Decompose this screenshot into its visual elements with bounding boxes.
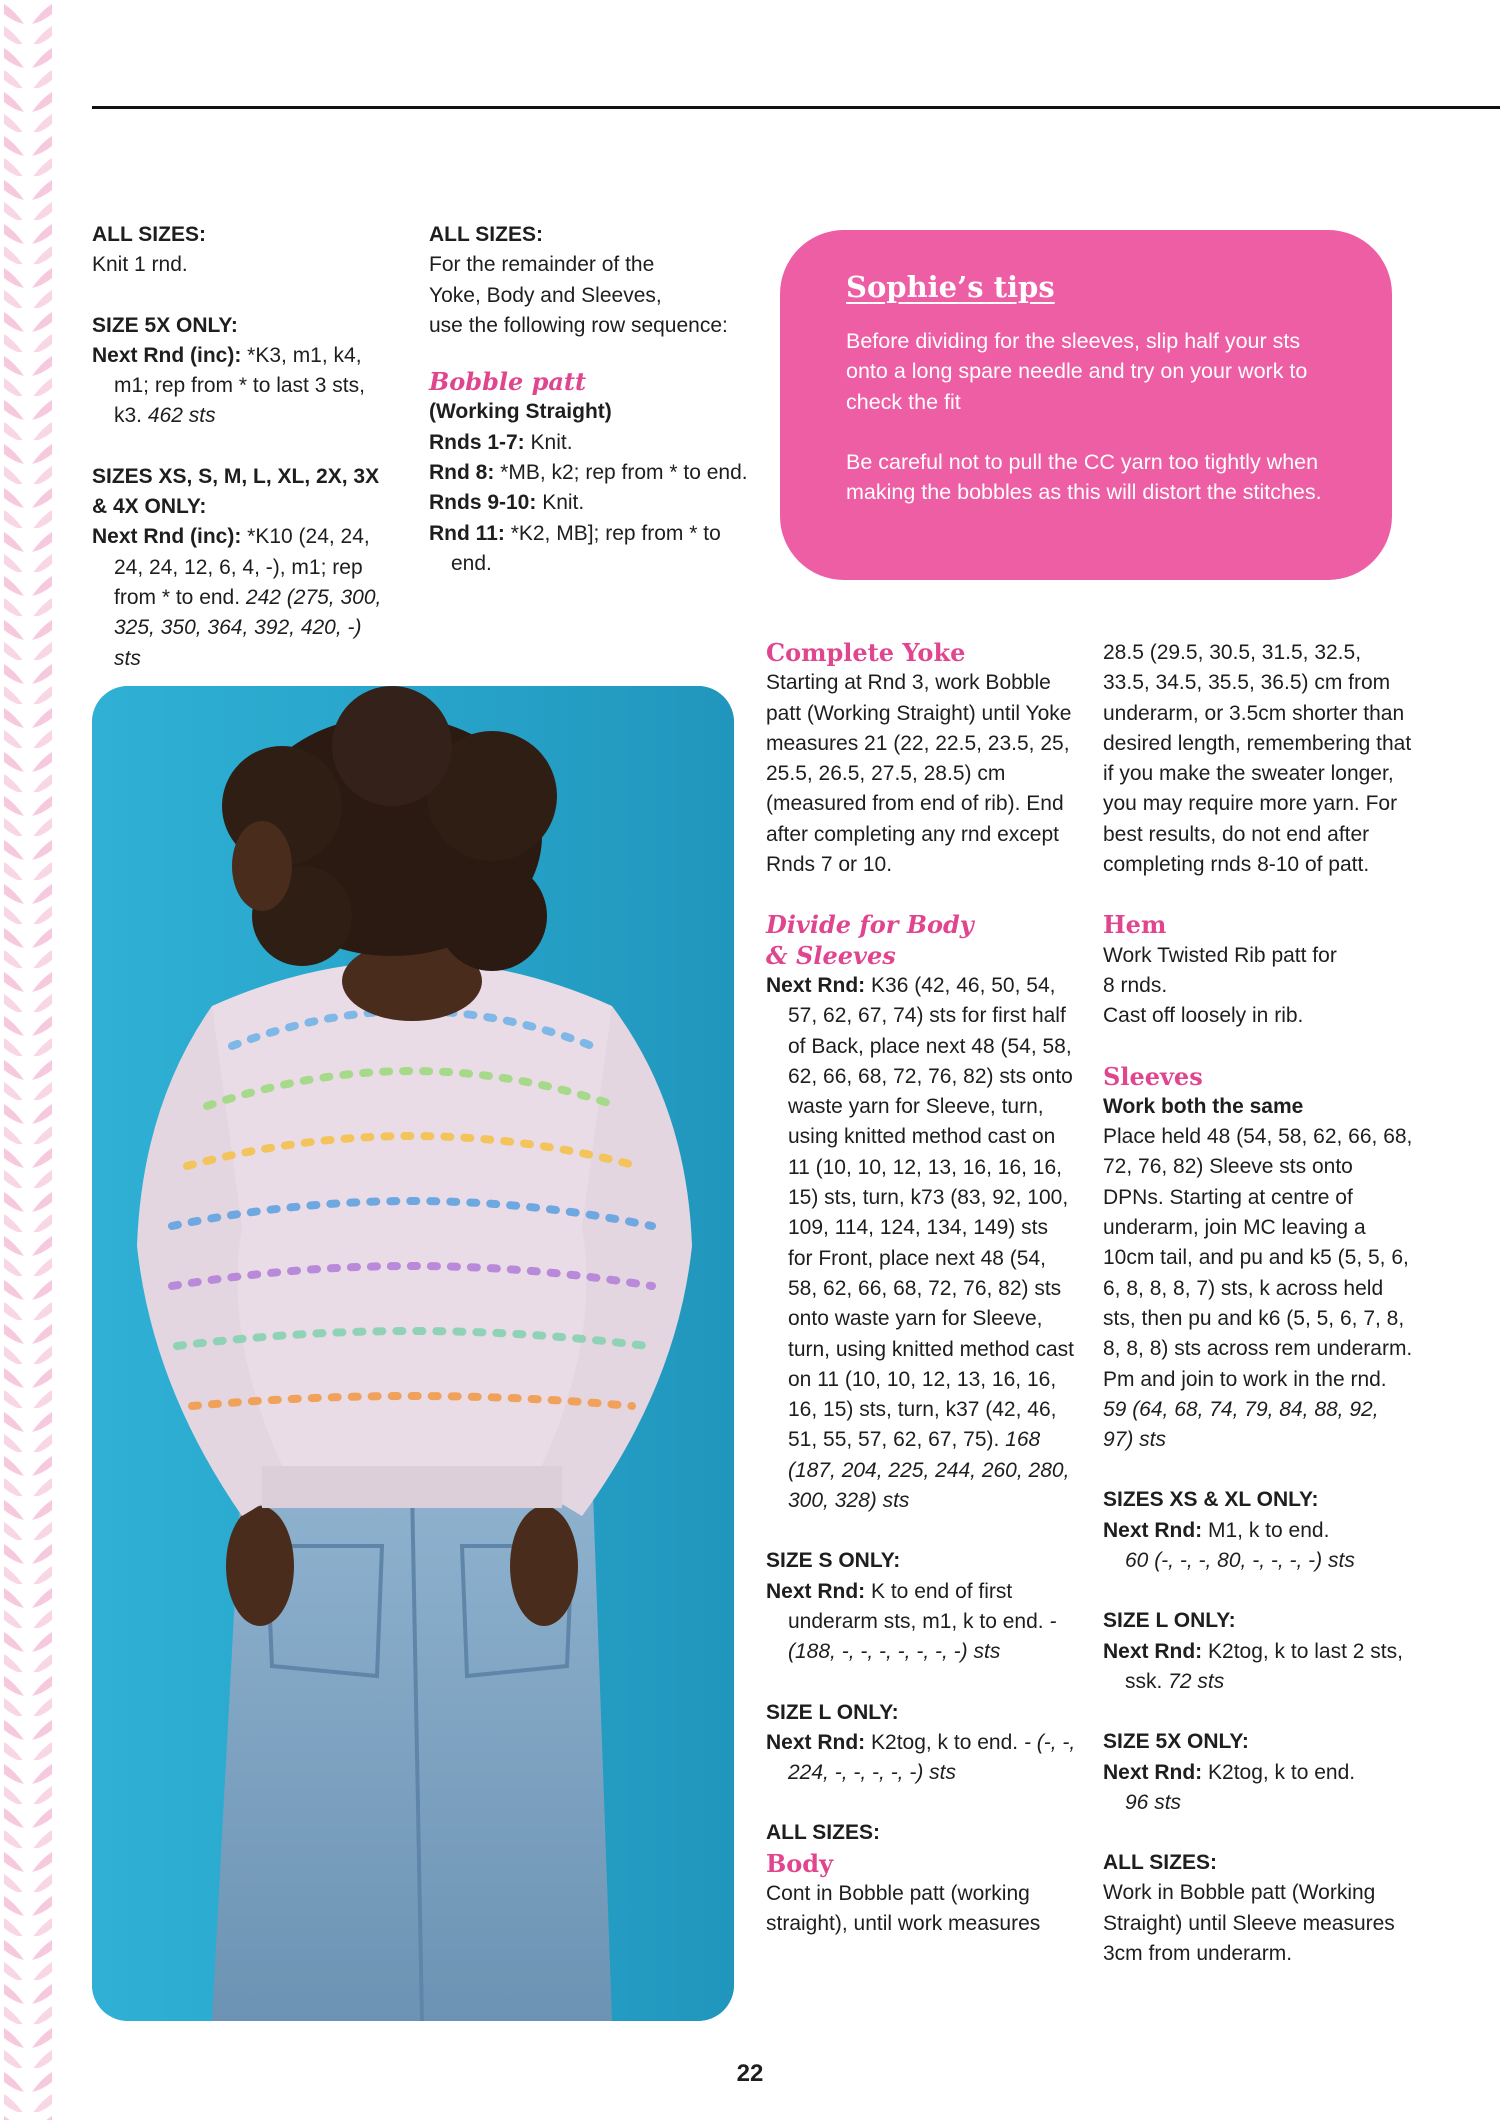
round-label: Rnds 9-10: bbox=[429, 491, 537, 515]
section-heading-sleeves: Sleeves bbox=[1103, 1061, 1203, 1091]
round-text: Place held 48 (54, 58, 62, 66, 68, 72, 76, 82) Sleeve sts onto DPNs. Starting at centre of underarm, join MC leaving a 10cm tail, and pu and k5 (5, 5, 6, 6, 8, 8, 8, 7) sts, k across held sts, then pu and k6 (5, 5, 6, 7, 8, 8, 8, 8) sts across rem underarm. Pm and join to work in the rnd. bbox=[1103, 1125, 1413, 1391]
instruction-text bbox=[766, 971, 1076, 1516]
instruction-text bbox=[92, 341, 392, 432]
instruction-text: Work in Bobble patt (Working Straight) until Sleeve measures 3cm from underarm. bbox=[1103, 1881, 1395, 1965]
round-text: K2tog, k to last 2 sts, ssk. bbox=[1125, 1639, 1403, 1693]
round-label: Next Rnd: bbox=[766, 1579, 866, 1603]
instructions-column-3 bbox=[766, 638, 1076, 1940]
stitch-count: 96 sts bbox=[1125, 1790, 1182, 1814]
section-heading-divide-2: & Sleeves bbox=[766, 940, 896, 970]
round-label: Next Rnd (inc): bbox=[92, 343, 242, 367]
section-label: SIZES XS, S, M, L, XL, 2X, 3X bbox=[92, 464, 380, 488]
stitch-count: 242 (275, 300, 325, 350, 364, 392, 420, -) sts bbox=[114, 585, 382, 670]
round-text: *K3, m1, k4, m1; rep from * to last 3 sts, k3. bbox=[114, 343, 365, 428]
instruction-text: Knit 1 rnd. bbox=[92, 253, 188, 277]
instruction-text: use the following row sequence: bbox=[429, 313, 728, 337]
round-text: M1, k to end. bbox=[1202, 1518, 1330, 1542]
round-label: Rnd 11: bbox=[429, 521, 505, 545]
instructions-column-4 bbox=[1103, 638, 1413, 1969]
round-text: K36 (42, 46, 50, 54, 57, 62, 67, 74) sts for first half of Back, place next 48 (54, 58, 62, 66, 68, 72, 76, 82) sts onto waste yarn for Sleeve, turn, using knitted method cast on 11 (10, 10, 12, 13, 16, 16, 16, 15) sts, turn, k73 (83, 92, 100, 109, 114, 124, 134, 149) sts for Front, place next 48 (54, 58, 62, 66, 68, 72, 76, 82) sts onto waste yarn for Sleeve, turn, using knitted method cast on 11 (10, 10, 12, 13, 16, 16, 16, 15) sts, turn, k37 (42, 46, 51, 55, 57, 62, 67, 75). bbox=[788, 973, 1074, 1452]
stitch-count: - (-, -, 224, -, -, -, -, -) sts bbox=[788, 1730, 1076, 1785]
section-label: SIZE L ONLY: bbox=[1103, 1609, 1236, 1633]
round-text: K2tog, k to end. bbox=[1202, 1760, 1356, 1784]
round-label: Next Rnd: bbox=[766, 973, 866, 997]
stitch-count: - (188, -, -, -, -, -, -, -) sts bbox=[788, 1609, 1057, 1664]
section-label: ALL SIZES: bbox=[1103, 1851, 1217, 1875]
instruction-text: Starting at Rnd 3, work Bobble patt (Working Straight) until Yoke measures 21 (22, 22.5, 23.5, 25, 25.5, 26.5, 27.5, 28.5) cm (measured from end of rib). End after completing any rnd except Rnds 7 or 10. bbox=[766, 671, 1072, 877]
top-rule bbox=[92, 106, 1500, 109]
instructions-column-2 bbox=[429, 220, 749, 579]
sweater-model-illustration bbox=[92, 686, 734, 2021]
instruction-text bbox=[1103, 1516, 1413, 1577]
instruction-text: Cont in Bobble patt (working straight), until work measures bbox=[766, 1881, 1041, 1936]
tips-heading: Sophie’s tips bbox=[846, 270, 1055, 304]
tip-text: Before dividing for the sleeves, slip half your sts onto a long spare needle and try on your work to check the fit bbox=[846, 329, 1308, 414]
round-text: Knit. bbox=[524, 430, 573, 454]
section-heading-hem: Hem bbox=[1103, 910, 1167, 940]
round-text: *K10 (24, 24, 24, 24, 12, 6, 4, -), m1; rep from * to end. bbox=[114, 525, 370, 609]
round-text: *K2, MB]; rep from * to end. bbox=[451, 521, 721, 575]
pattern-row bbox=[429, 519, 749, 580]
section-label: SIZE S ONLY: bbox=[766, 1549, 901, 1573]
pattern-row bbox=[429, 488, 749, 518]
round-label: Next Rnd: bbox=[766, 1730, 866, 1754]
section-heading-divide: Divide for Body bbox=[766, 910, 974, 940]
instruction-text bbox=[766, 1577, 1076, 1668]
section-heading-bobble-patt: Bobble patt bbox=[429, 367, 587, 397]
section-label: ALL SIZES: bbox=[92, 223, 206, 246]
pattern-row bbox=[429, 458, 749, 488]
tips-box bbox=[780, 230, 1392, 580]
section-label: SIZES XS & XL ONLY: bbox=[1103, 1488, 1319, 1512]
instruction-text bbox=[1103, 1758, 1413, 1819]
section-heading-complete-yoke: Complete Yoke bbox=[766, 638, 966, 667]
instruction-text: Cast off loosely in rib. bbox=[1103, 1004, 1304, 1028]
section-label: SIZE 5X ONLY: bbox=[92, 313, 238, 337]
instruction-text bbox=[1103, 1122, 1413, 1455]
section-label: & 4X ONLY: bbox=[92, 495, 207, 519]
page-number: 22 bbox=[736, 2060, 764, 2087]
pattern-row bbox=[429, 428, 749, 458]
round-text: K to end of first underarm sts, m1, k to end. bbox=[788, 1579, 1050, 1633]
stitch-count: 59 (64, 68, 74, 79, 84, 88, 92, 97) sts bbox=[1103, 1397, 1379, 1452]
instruction-text: 28.5 (29.5, 30.5, 31.5, 32.5, 33.5, 34.5, 35.5, 36.5) cm from underarm, or 3.5cm shorter than desired length, remembering that if you make the sweater longer, you may require more yarn. For best results, do not end after completing rnds 8-10 of patt. bbox=[1103, 641, 1412, 877]
stitch-count: 462 sts bbox=[147, 404, 216, 428]
round-label: Rnds 1-7: bbox=[429, 430, 525, 454]
tip-text: Be careful not to pull the CC yarn too tightly when making the bobbles as this will distort the stitches. bbox=[846, 449, 1322, 505]
round-text: K2tog, k to end. bbox=[865, 1730, 1024, 1754]
stitch-count: 168 (187, 204, 225, 244, 260, 280, 300, 328) sts bbox=[788, 1428, 1070, 1513]
section-heading-body: Body bbox=[766, 1848, 834, 1878]
instruction-text: 8 rnds. bbox=[1103, 973, 1168, 997]
instruction-text bbox=[766, 1728, 1076, 1789]
round-label: Next Rnd: bbox=[1103, 1760, 1203, 1784]
instructions-column-1 bbox=[92, 220, 392, 674]
instruction-text: For the remainder of the bbox=[429, 253, 655, 277]
knit-border-decoration bbox=[0, 0, 56, 2120]
section-label: SIZE L ONLY: bbox=[766, 1700, 899, 1724]
stitch-count: 60 (-, -, -, 80, -, -, -, -) sts bbox=[1125, 1549, 1355, 1573]
section-label: ALL SIZES: bbox=[429, 223, 543, 246]
round-label: Next Rnd: bbox=[1103, 1639, 1203, 1663]
round-label: Next Rnd: bbox=[1103, 1518, 1203, 1542]
section-label: ALL SIZES: bbox=[766, 1821, 880, 1845]
subheading: Work both the same bbox=[1103, 1094, 1304, 1118]
section-label: SIZE 5X ONLY: bbox=[1103, 1730, 1249, 1754]
round-label: Next Rnd (inc): bbox=[92, 525, 242, 549]
round-label: Rnd 8: bbox=[429, 461, 495, 485]
subheading: (Working Straight) bbox=[429, 400, 612, 424]
instruction-text: Yoke, Body and Sleeves, bbox=[429, 283, 662, 307]
instruction-text bbox=[92, 522, 392, 673]
stitch-count: 72 sts bbox=[1168, 1669, 1225, 1693]
instruction-text bbox=[1103, 1637, 1413, 1698]
instruction-text: Work Twisted Rib patt for bbox=[1103, 943, 1337, 967]
round-text: *MB, k2; rep from * to end. bbox=[494, 461, 748, 485]
model-photo bbox=[92, 686, 734, 2021]
round-text: Knit. bbox=[536, 491, 585, 515]
